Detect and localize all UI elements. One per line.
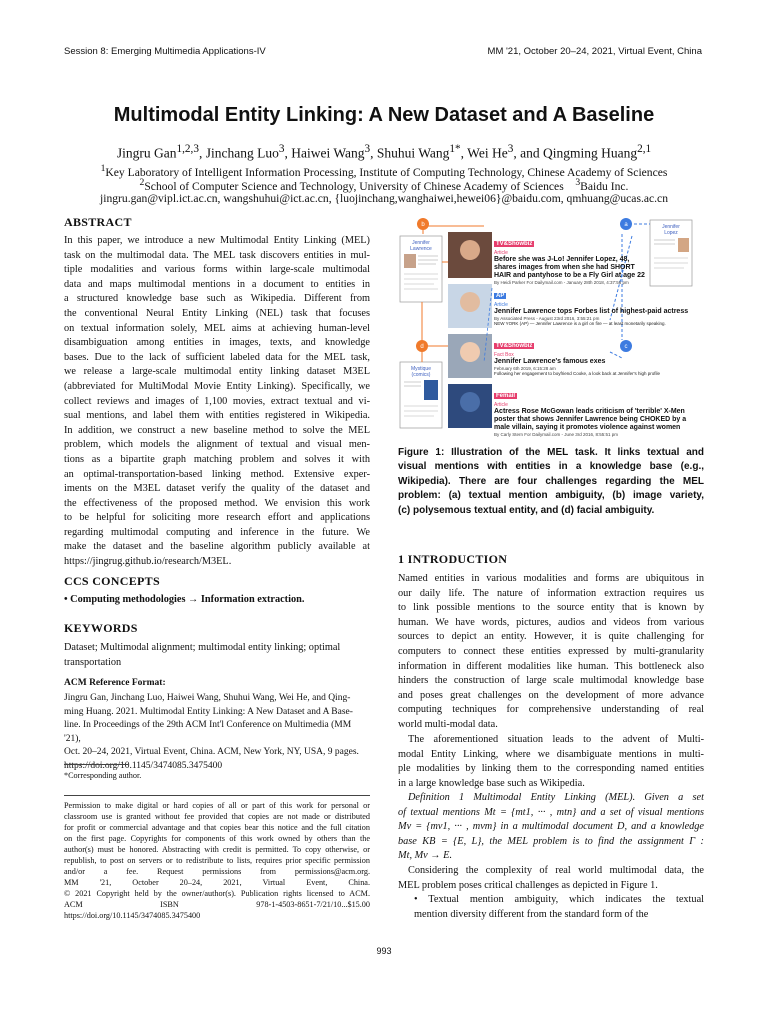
doi-link[interactable]: https://doi.org/10.1145/3474085.3475400	[64, 760, 223, 771]
caption-line: Figure 1: Illustration of the MEL task. It links textual and	[398, 447, 704, 458]
abstract-line: make the dataset and the baseline algorithm publicly available at	[64, 541, 370, 553]
abstract-line: the conventional Neural Entity Linking (NEL) task that focuses	[64, 307, 370, 319]
abstract-line: task on the multimodal data. The MEL task discovers entities in mul-	[64, 249, 370, 261]
permission-line: for profit or commercial advantage and that copies bear this notice and the full citation	[64, 823, 370, 832]
definition-line: Definition 1 Multimodal Entity Linking (MEL). Given a set	[408, 792, 704, 803]
svg-text:Mystique: Mystique	[410, 366, 432, 372]
abstract-line: tions as a bipartite graph matching problem and solves it with	[64, 453, 370, 465]
bullet-line: • Textual mention ambiguity, which indicates the textual	[414, 894, 704, 905]
svg-text:Lopez: Lopez	[664, 230, 678, 236]
svg-text:Lawrence: Lawrence	[410, 246, 432, 252]
abstract-line: problem, which models the alignment of textual and visual men-	[64, 439, 370, 451]
intro-paragraph-2	[398, 733, 704, 791]
caption-line: problem: (a) textual mention ambiguity, (b) image variety,	[398, 490, 704, 502]
abstract-line: https://jingrug.github.io/research/M3EL.	[64, 556, 232, 568]
intro-line: MEL problem poses critical challenges as depicted in Figure 1.	[398, 879, 658, 891]
abstract-line: a structured knowledge base such as Wikipedia. Different from	[64, 293, 370, 305]
keywords-heading: KEYWORDS	[64, 621, 138, 635]
article-4: Femail Article Actress Rose McGowan leads criticism of 'terrible' X-Men poster that shows Jennifer Lawrence being CHOKED by a male villain, saying it promotes violence against women By Carly Stern For Dailymail.com - June 3rd 2016, 8:55:51 pm	[494, 393, 687, 437]
wiki-card-left-bottom	[400, 362, 442, 428]
intro-paragraph-3	[398, 864, 704, 893]
abstract-line: iments on the M3EL dataset verify the quality of the dataset and	[64, 483, 370, 495]
abstract-line: disambiguation among entities in images, texts, and knowledge	[64, 337, 370, 349]
intro-line: human. We have words, pictures, audios and videos from various	[398, 616, 704, 628]
intro-line: to link possible mentions to the source entity that is known by	[398, 602, 704, 614]
intro-line: computing techniques for comprehensive understanding of real	[398, 704, 704, 716]
bullet-textual-ambiguity	[414, 893, 704, 922]
intro-line: information in different modalities like human. This bottleneck also	[398, 660, 704, 672]
abstract-line: In this paper, we introduce a new Multimodal Entity Linking (MEL)	[64, 235, 370, 246]
acm-ref-heading: ACM Reference Format:	[64, 678, 166, 688]
definition-line: base KB = {E, L}, the MEL problem is to find the assignment Γ :	[398, 835, 704, 847]
emails: jingru.gan@vipl.ict.ac.cn, wangshuhui@ict.ac.cn, {luojinchang,wanghaiwei,hewei06}@baidu.com, qmhuang@ucas.ac.cn	[100, 192, 668, 205]
intro-line: Considering the complexity of real world multimodal data, the	[408, 865, 704, 876]
abstract-line: on textual information solely, MEL aims at achieving human-level	[64, 322, 370, 334]
article-1-badge: TV&Showbiz	[496, 241, 533, 247]
intro-line: and poses great challenges on the development of more advance	[398, 689, 704, 701]
definition-line: Mt, Mv → E.	[398, 850, 453, 862]
permission-line: republish, to post on servers or to redistribute to lists, requires prior specific permission	[64, 856, 370, 865]
permission-line: and/or a fee. Request permissions from permissions@acm.org.	[64, 867, 370, 876]
intro-line: The aforementioned situation leads to the advent of Multi-	[408, 734, 704, 745]
abstract-line: (abbreviated for MultiModal Movie Entity Linking). Specifically, we	[64, 380, 370, 392]
svg-text:(comics): (comics)	[411, 372, 431, 378]
permission-line: MM '21, October 20–24, 2021, Virtual Event, China.	[64, 878, 370, 887]
figure-1	[396, 212, 708, 436]
abstract-line: tiple modalities and various forms within large-scale multimodal	[64, 264, 370, 276]
page-number: 993	[376, 946, 392, 956]
running-header-left: Session 8: Emerging Multimedia Applications-IV	[64, 46, 266, 57]
svg-text:d: d	[420, 344, 424, 350]
permission-line: https://doi.org/10.1145/3474085.3475400	[64, 911, 201, 920]
abstract-line: regarding multimodal computing and inference in the future. We	[64, 526, 370, 538]
intro-line: ple modalities by linking them to the corresponding named entities	[398, 763, 704, 775]
caption-line: visual mentions with entities in a knowledge base (e.g.,	[398, 461, 704, 473]
permission-block	[64, 800, 370, 921]
abstract-line: bases. Due to the lack of sufficient labeled data for the MEL task,	[64, 351, 370, 363]
definition-line: of textual mentions Mt = {mt1, ··· , mtn} and a set of visual mentions	[398, 806, 704, 818]
footnote-rule	[64, 764, 128, 765]
intro-line: in a large knowledge base such as Wikipedia.	[398, 777, 585, 789]
intro-line: world multi-modal data.	[398, 718, 498, 730]
intro-heading: 1 INTRODUCTION	[398, 552, 508, 566]
intro-line: modal Entity Linking, where we disambiguate mentions in multi-	[398, 748, 704, 760]
definition-line: Mv = {mv1, ··· , mvm} in a multimodal document D, and a knowledge	[398, 821, 704, 833]
article-3: TV&Showbiz Fact Box Jennifer Lawrence's famous exes February 6th 2019, 6:15:28 am Following her engagement to boyfriend Cooke, a look back at Jennifer's high profile	[494, 343, 660, 376]
wiki-card-right-top	[650, 220, 692, 286]
intro-line: sources to depict an entity. However, it is quite challenging for	[398, 631, 704, 643]
permission-line: on the first page. Copyrights for components of this work owned by others than the	[64, 834, 370, 843]
permission-line: classroom use is granted without fee provided that copies are not made or distributed	[64, 812, 370, 821]
abstract-line: the effectiveness of the proposed method. We envision this work	[64, 497, 370, 509]
keywords-body: Dataset; Multimodal alignment; multimodal entity linking; optimal transportation	[64, 642, 341, 668]
permission-line: author(s) must be honored. Abstracting with credit is permitted. To copy otherwise, or	[64, 845, 370, 854]
svg-text:Jennifer: Jennifer	[662, 224, 680, 230]
intro-line: our daily life. The nature of information extraction requires us	[398, 587, 704, 599]
paper-title: Multimodal Entity Linking: A New Dataset and A Baseline	[113, 104, 655, 126]
permission-line: Permission to make digital or hard copies of all or part of this work for personal or	[64, 801, 370, 810]
article-2: AP Article Jennifer Lawrence tops Forbes list of highest-paid actress By Associated Press - August 23rd 2016, 3:55:21 pm NEW YORK (AP) — Jennifer Lawrence is a girl on fire — at least monetarily speaking.	[494, 293, 689, 326]
caption-line: (c) polysemous textual entity, and (d) facial ambiguity.	[398, 504, 655, 516]
abstract-line: collect reviews and images of 1,100 movies, extract textual and vi-	[64, 395, 370, 407]
permission-rule	[64, 795, 370, 796]
intro-line: hinders the construction of large scale multimodal knowledge base	[398, 675, 704, 687]
abstract-line: to be helpful for soliciting more research effort and applications	[64, 512, 370, 524]
permission-line: © 2021 Copyright held by the owner/author(s). Publication rights licensed to ACM.	[64, 889, 370, 898]
ccs-heading: CCS CONCEPTS	[64, 574, 160, 588]
abstract-line: we release a large-scale multimodal entity linking dataset M3EL	[64, 366, 370, 378]
permission-line: ACM ISBN 978-1-4503-8651-7/21/10...$15.00	[64, 900, 370, 909]
footnote: *Corresponding author.	[64, 771, 142, 780]
figure-caption	[398, 446, 704, 518]
article-1: TV&Showbiz Article Before she was J-Lo! Jennifer Lopez, 48, shares images from when she had SHORT HAIR and pantyhose to be a Fly Girl at age 22 By Heidi Parker For Dailymail.com - January 28th 2018, 4:37:56 pm	[494, 241, 645, 285]
abstract-line: In addition, we construct a new baseline method to solve the MEL	[64, 424, 370, 436]
svg-text:a: a	[624, 222, 628, 228]
authors: Jingru Gan$^{1,2,3}$, Jinchang Luo$^3$, Haiwei Wang$^3$, Shuhui Wang$^{1*}$, Wei He$^3$, and Qingming Huang$^{2,1}$	[116, 143, 652, 161]
definition-1	[398, 791, 704, 864]
affiliation-2: $^2$School of Computer Science and Technology, University of Chinese Academy of Sciences $^3$Baidu Inc.	[139, 177, 629, 193]
intro-line: Named entities in various modalities and forms are ubiquitous in	[398, 573, 704, 584]
affiliation-1: $^1$Key Laboratory of Intelligent Information Processing, Institute of Computing Technology, Chinese Academy of Sciences	[100, 163, 668, 179]
running-header-right: MM '21, October 20–24, 2021, Virtual Event, China	[487, 46, 702, 57]
bullet-line: mention diversity different from the standard form of the	[414, 908, 649, 920]
abstract-body	[64, 234, 370, 570]
abstract-heading: ABSTRACT	[64, 215, 132, 229]
abstract-line: data and maps multimodal mentions in a document to entities in	[64, 278, 370, 290]
abstract-line: an optimal-transportation-based linking method. Extensive exper-	[64, 468, 370, 480]
caption-line: Wikipedia). There are four challenges regarding the MEL	[398, 475, 704, 487]
wiki-card-left-top	[400, 236, 442, 302]
wiki-left-top-title: Jennifer	[412, 240, 430, 246]
intro-line: computers to connect these entities expressed by multi-granularity	[398, 645, 704, 657]
abstract-line: sual mentions, and label them with entities registered in Wikipedia.	[64, 410, 370, 422]
svg-text:c: c	[624, 344, 628, 350]
svg-text:b: b	[421, 222, 425, 228]
intro-paragraph-1	[398, 572, 704, 733]
ccs-item: • Computing methodologies → Information extraction.	[64, 594, 305, 605]
acm-ref-body: Jingru Gan, Jinchang Luo, Haiwei Wang, Shuhui Wang, Wei He, and Qing- ming Huang. 2021. Multimodal Entity Linking: A New Dataset and A Base- line. In Proceedings of the 29th ACM Int'l Conference on Multimedia (MM '21), Oct. 20–24, 2021, Virtual Event, China. ACM, New York, NY, USA, 9 pages. https://doi.org/10.1145/3474085.3475400	[64, 692, 370, 774]
